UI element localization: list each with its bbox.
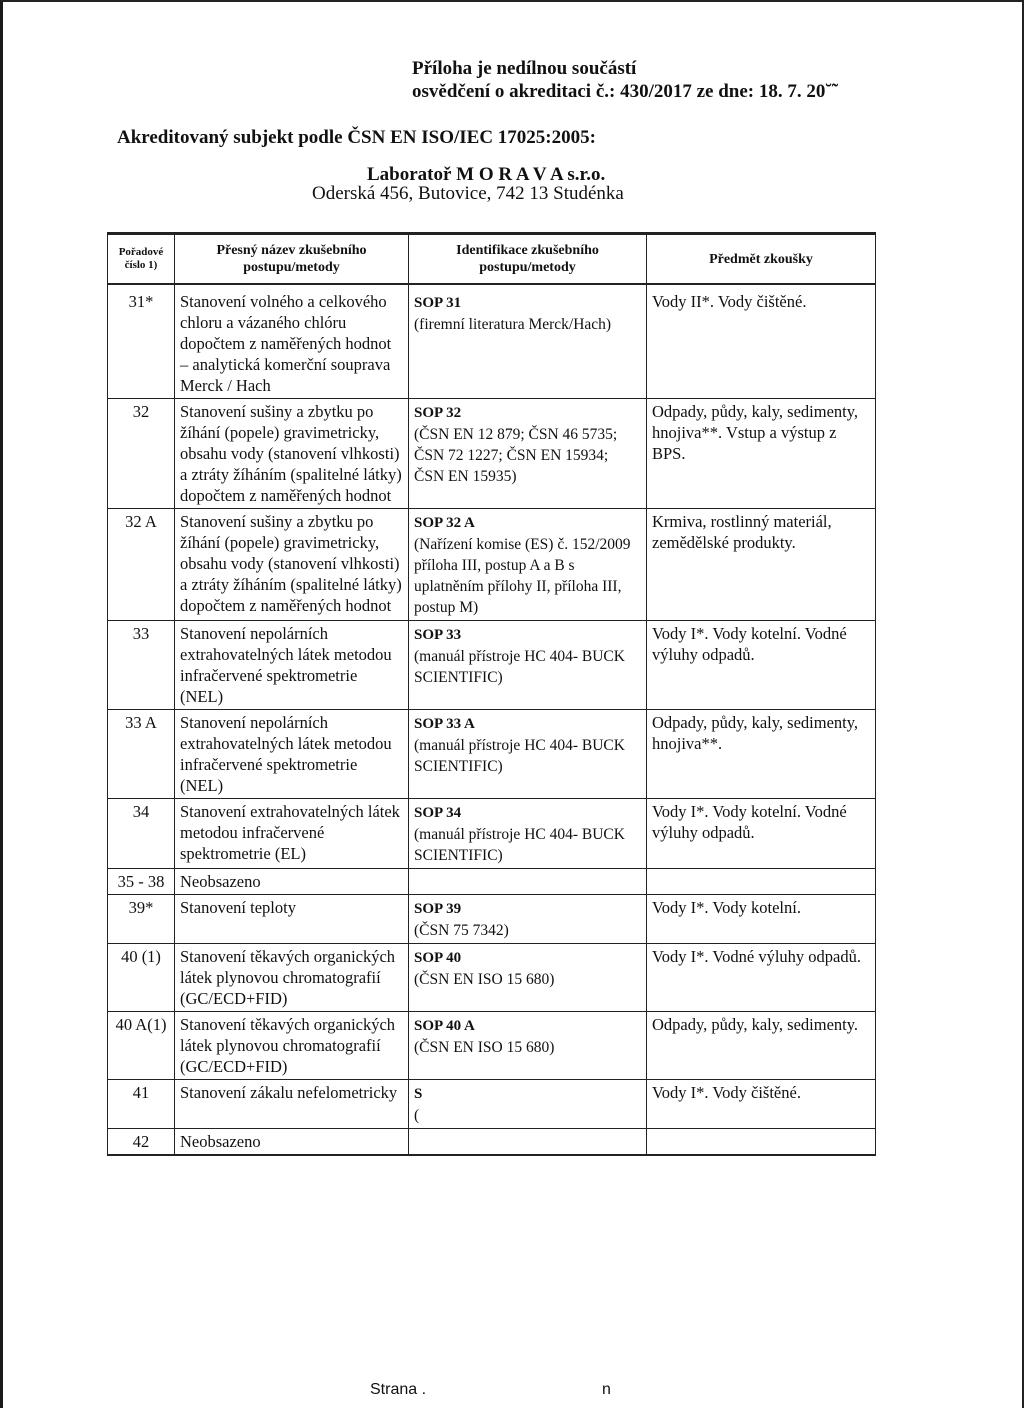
row-number: 40 (1) <box>108 944 175 1012</box>
row-number: 34 <box>108 799 175 869</box>
row-method-name: Stanovení sušiny a zbytku po žíhání (popele) gravimetricky, obsahu vody (stanovení vlhkosti) a ztráty žíháním (spalitelné látky) dopočtem z naměřených hodnot <box>175 399 409 509</box>
row-identification <box>409 1012 647 1080</box>
row-method-name: Stanovení volného a celkového chloru a vázaného chlóru dopočtem z naměřených hodnot – analytická komerční souprava Merck / Hach <box>175 284 409 399</box>
row-sop-code: SOP 32 <box>414 405 462 421</box>
row-number: 32 <box>108 399 175 509</box>
row-number: 42 <box>108 1129 175 1156</box>
row-number: 33 <box>108 621 175 710</box>
row-test-subject: Vody I*. Vody kotelní. <box>647 895 876 944</box>
row-method-name: Stanovení nepolárních extrahovatelných látek metodou infračervené spektrometrie (NEL) <box>175 621 409 710</box>
row-sop-reference: (manuál přístroje HC 404- BUCK SCIENTIFIC) <box>414 826 625 864</box>
header-accreditation-line: Akreditovaný subjekt podle ČSN EN ISO/IEC 17025:2005: <box>117 127 596 148</box>
row-sop-reference: (Nařízení komise (ES) č. 152/2009 příloha III, postup A a B s uplatněním přílohy II, příloha III, postup M) <box>414 536 631 616</box>
row-sop-reference: ( <box>414 1107 420 1124</box>
row-method-name: Neobsazeno <box>175 1129 409 1156</box>
row-number: 32 A <box>108 509 175 621</box>
row-method-name: Stanovení teploty <box>175 895 409 944</box>
row-test-subject: Odpady, půdy, kaly, sedimenty, hnojiva**. Vstup a výstup z BPS. <box>647 399 876 509</box>
row-test-subject: Vody I*. Vody kotelní. Vodné výluhy odpadů. <box>647 621 876 710</box>
row-sop-reference: (ČSN EN ISO 15 680) <box>414 1039 555 1056</box>
row-method-name: Neobsazeno <box>175 869 409 895</box>
row-sop-reference: (firemní literatura Merck/Hach) <box>414 316 612 333</box>
table-row <box>108 1129 876 1156</box>
row-method-name: Stanovení extrahovatelných látek metodou infračervené spektrometrie (EL) <box>175 799 409 869</box>
page-edge-left <box>0 0 3 1408</box>
row-method-name: Stanovení zákalu nefelometricky <box>175 1080 409 1129</box>
row-sop-code: SOP 33 <box>414 627 462 643</box>
row-test-subject: Odpady, půdy, kaly, sedimenty, hnojiva**. <box>647 710 876 799</box>
row-sop-reference: (ČSN 75 7342) <box>414 922 509 939</box>
row-sop-reference: (ČSN EN 12 879; ČSN 46 5735; ČSN 72 1227; ČSN EN 15934; ČSN EN 15935) <box>414 426 618 485</box>
row-method-name: Stanovení nepolárních extrahovatelných látek metodou infračervené spektrometrie (NEL) <box>175 710 409 799</box>
row-sop-reference: (manuál přístroje HC 404- BUCK SCIENTIFIC) <box>414 648 625 686</box>
row-identification <box>409 284 647 399</box>
row-sop-reference: (manuál přístroje HC 404- BUCK SCIENTIFIC) <box>414 737 625 775</box>
row-number: 40 A(1) <box>108 1012 175 1080</box>
row-sop-code: SOP 33 A <box>414 716 475 732</box>
accreditation-table <box>107 232 876 1156</box>
row-test-subject: Vody I*. Vody čištěné. <box>647 1080 876 1129</box>
row-identification <box>409 399 647 509</box>
row-test-subject: Krmiva, rostlinný materiál, zemědělské produkty. <box>647 509 876 621</box>
row-sop-code: SOP 31 <box>414 295 462 311</box>
row-number: 31* <box>108 284 175 399</box>
header-line-1: Příloha je nedílnou součástí <box>412 58 637 79</box>
col-header-method: Přesný název zkušebního postupu/metody <box>175 234 409 285</box>
row-identification <box>409 621 647 710</box>
col-header-ident: Identifikace zkušebního postupu/metody <box>409 234 647 285</box>
row-test-subject: Odpady, půdy, kaly, sedimenty. <box>647 1012 876 1080</box>
row-identification <box>409 944 647 1012</box>
col-header-number: Pořadové číslo 1) <box>108 234 175 285</box>
table-row <box>108 509 876 621</box>
table-row <box>108 1012 876 1080</box>
row-sop-code: SOP 34 <box>414 805 462 821</box>
row-method-name: Stanovení sušiny a zbytku po žíhání (popele) gravimetricky, obsahu vody (stanovení vlhkosti) a ztráty žíháním (spalitelné látky) dopočtem z naměřených hodnot <box>175 509 409 621</box>
table-row <box>108 284 876 399</box>
table-row <box>108 895 876 944</box>
row-number: 33 A <box>108 710 175 799</box>
table-row <box>108 799 876 869</box>
row-sop-code: S <box>414 1086 423 1102</box>
row-sop-code: SOP 39 <box>414 901 462 917</box>
page-edge-top <box>0 0 1024 2</box>
row-number: 41 <box>108 1080 175 1129</box>
row-identification <box>409 1129 647 1156</box>
row-test-subject <box>647 1129 876 1156</box>
row-identification <box>409 710 647 799</box>
row-sop-code: SOP 40 <box>414 950 462 966</box>
footer-page-number: n <box>602 1381 611 1398</box>
row-test-subject <box>647 869 876 895</box>
row-identification <box>409 1080 647 1129</box>
row-method-name: Stanovení těkavých organických látek plynovou chromatografií (GC/ECD+FID) <box>175 944 409 1012</box>
header-line-2: osvědčení o akreditaci č.: 430/2017 ze dne: 18. 7. 20˘˜ <box>412 81 839 102</box>
row-identification <box>409 895 647 944</box>
row-test-subject: Vody I*. Vody kotelní. Vodné výluhy odpadů. <box>647 799 876 869</box>
col-header-subject: Předmět zkoušky <box>647 234 876 285</box>
row-identification <box>409 869 647 895</box>
row-sop-reference: (ČSN EN ISO 15 680) <box>414 971 555 988</box>
row-identification <box>409 509 647 621</box>
lab-name: Laboratoř M O R A V A s.r.o. <box>367 164 606 185</box>
row-identification <box>409 799 647 869</box>
row-sop-code: SOP 40 A <box>414 1018 475 1034</box>
table-header-row <box>108 234 876 285</box>
lab-address: Oderská 456, Butovice, 742 13 Studénka <box>312 183 624 204</box>
row-method-name: Stanovení těkavých organických látek plynovou chromatografií (GC/ECD+FID) <box>175 1012 409 1080</box>
table-row <box>108 710 876 799</box>
table-row <box>108 944 876 1012</box>
table-row <box>108 621 876 710</box>
table-row <box>108 1080 876 1129</box>
row-number: 39* <box>108 895 175 944</box>
row-sop-code: SOP 32 A <box>414 515 475 531</box>
table-row <box>108 399 876 509</box>
table-body <box>108 284 876 1155</box>
row-number: 35 - 38 <box>108 869 175 895</box>
row-test-subject: Vody II*. Vody čištěné. <box>647 284 876 399</box>
footer-page-label: Strana . <box>370 1381 427 1398</box>
table-row <box>108 869 876 895</box>
row-test-subject: Vody I*. Vodné výluhy odpadů. <box>647 944 876 1012</box>
